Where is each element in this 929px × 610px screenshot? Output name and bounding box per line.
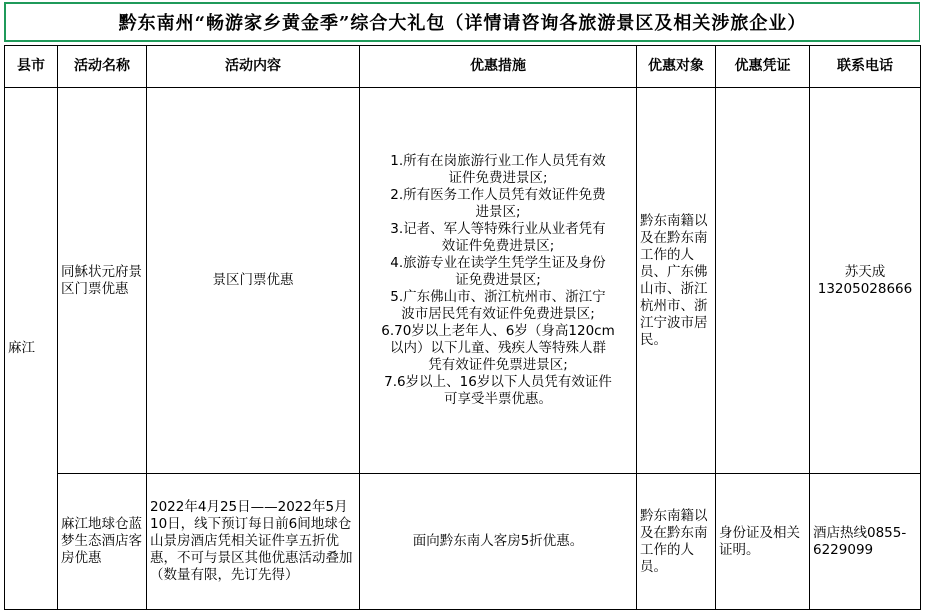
contact-cell[interactable]: 酒店热线0855-6229099 bbox=[810, 474, 921, 610]
contact-name: 苏天成 bbox=[844, 263, 886, 280]
discount-voucher-cell[interactable] bbox=[716, 88, 810, 474]
discount-target-cell[interactable]: 黔东南籍以及在黔东南工作的人员。 bbox=[637, 474, 716, 610]
header-discount-target[interactable]: 优惠对象 bbox=[637, 46, 716, 88]
activity-name-cell[interactable]: 同穌状元府景区门票优惠 bbox=[58, 88, 147, 474]
header-contact-phone[interactable]: 联系电话 bbox=[810, 46, 921, 88]
discount-measures-cell[interactable]: 面向黔东南人客房5折优惠。 bbox=[360, 474, 637, 610]
measure-line: 凭有效证件免票进景区; bbox=[428, 357, 568, 373]
measure-line: 证免费进景区; bbox=[455, 272, 541, 288]
promotion-table bbox=[4, 45, 921, 610]
header-discount-measures[interactable]: 优惠措施 bbox=[360, 46, 637, 88]
discount-target-cell[interactable]: 黔东南籍以及在黔东南工作的人员、广东佛山市、浙江杭州市、浙江宁波市居民。 bbox=[637, 88, 716, 474]
header-activity-content[interactable]: 活动内容 bbox=[147, 46, 360, 88]
measure-line: 3.记者、军人等特殊行业从业者凭有 bbox=[390, 221, 606, 237]
measure-line: 4.旅游专业在读学生凭学生证及身份 bbox=[390, 255, 606, 271]
header-activity-name[interactable]: 活动名称 bbox=[58, 46, 147, 88]
measure-line: 效证件免费进景区; bbox=[441, 238, 555, 254]
contact-phone: 13205028666 bbox=[817, 280, 913, 297]
measure-line: 以内）以下儿童、残疾人等特殊人群 bbox=[390, 340, 606, 356]
activity-content-cell[interactable]: 景区门票优惠 bbox=[147, 88, 360, 474]
measure-line: 证件免费进景区; bbox=[448, 170, 548, 186]
activity-name-cell[interactable]: 麻江地球仓蓝梦生态酒店客房优惠 bbox=[58, 474, 147, 610]
measure-line: 波市居民凭有效证件免费进景区; bbox=[401, 306, 595, 322]
discount-measures-cell[interactable] bbox=[360, 88, 637, 474]
measure-line: 5.广东佛山市、浙江杭州市、浙江宁 bbox=[390, 289, 606, 305]
measure-line: 7.6岁以上、16岁以下人员凭有效证件 bbox=[384, 374, 612, 390]
header-row bbox=[5, 46, 921, 88]
sheet-title[interactable]: 黔东南州“畅游家乡黄金季”综合大礼包（详情请咨询各旅游景区及相关涉旅企业） bbox=[4, 2, 920, 42]
measure-line: 1.所有在岗旅游行业工作人员凭有效 bbox=[390, 153, 606, 169]
contact-cell[interactable] bbox=[810, 88, 921, 474]
measure-line: 进景区; bbox=[475, 204, 521, 220]
county-cell[interactable]: 麻江 bbox=[5, 88, 58, 610]
table-row bbox=[5, 474, 921, 610]
table-row bbox=[5, 88, 921, 474]
measure-line: 6.70岁以上老年人、6岁（身高120cm bbox=[381, 323, 615, 339]
measure-line: 2.所有医务工作人员凭有效证件免费 bbox=[390, 187, 606, 203]
discount-voucher-cell[interactable]: 身份证及相关证明。 bbox=[716, 474, 810, 610]
measure-line: 可享受半票优惠。 bbox=[444, 391, 552, 407]
header-county[interactable]: 县市 bbox=[5, 46, 58, 88]
header-discount-voucher[interactable]: 优惠凭证 bbox=[716, 46, 810, 88]
activity-content-cell[interactable]: 2022年4月25日——2022年5月10日，线下预订每日前6间地球仓山景房酒店凭相关证件享五折优惠，不可与景区其他优惠活动叠加（数量有限，先订先得） bbox=[147, 474, 360, 610]
